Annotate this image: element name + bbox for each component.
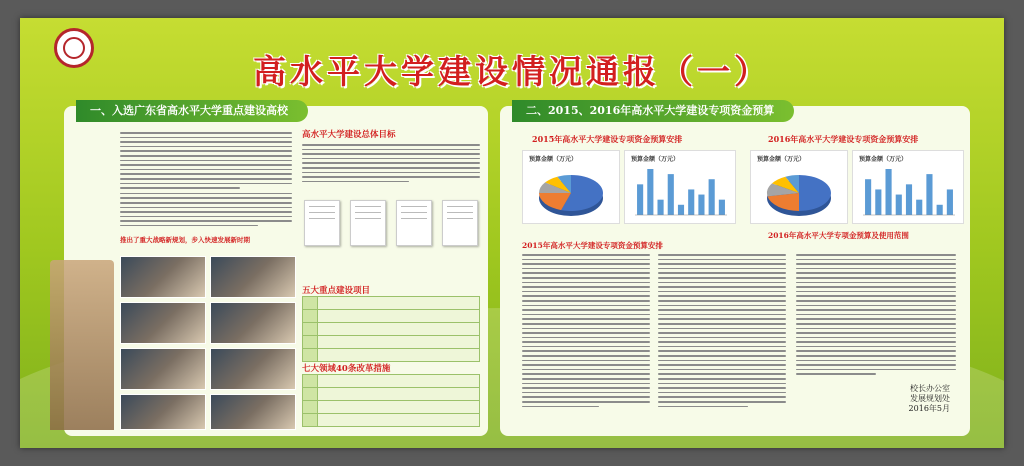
meeting-photo	[120, 256, 206, 298]
bar	[937, 205, 943, 215]
document-thumb	[442, 200, 478, 246]
text2015-heading: 2015年高水平大学建设专项资金预算安排	[522, 241, 663, 250]
section2-panel	[500, 106, 970, 436]
meeting-photo	[120, 348, 206, 390]
section2-heading: 二、2015、2016年高水平大学建设专项资金预算	[512, 100, 794, 122]
bar	[657, 200, 663, 215]
bar	[637, 184, 643, 215]
pie-label: 预算金额（万元）	[757, 156, 806, 163]
bar-label: 预算金额（万元）	[631, 156, 680, 163]
pie-chart-2016	[750, 150, 848, 224]
signature-date: 2016年5月	[908, 404, 950, 413]
bar	[947, 189, 953, 215]
bar	[709, 179, 715, 215]
meeting-photo	[210, 256, 296, 298]
tower-image	[50, 260, 114, 430]
goal-text	[302, 144, 480, 185]
page-title: 高水平大学建设情况通报（一）	[253, 52, 771, 91]
document-thumb	[396, 200, 432, 246]
bar	[896, 195, 902, 215]
signature-dept: 发展规划处	[910, 394, 950, 403]
signature-office: 校长办公室	[910, 384, 950, 393]
section1-panel	[64, 106, 488, 436]
bar	[668, 174, 674, 215]
projects-heading: 五大重点建设项目	[302, 286, 371, 296]
bar	[875, 189, 881, 215]
document-thumb	[350, 200, 386, 246]
bar-chart-2015	[624, 150, 736, 224]
bar	[906, 184, 912, 215]
bar	[926, 174, 932, 215]
bar	[719, 200, 725, 215]
meeting-photo	[210, 394, 296, 430]
bar	[698, 195, 704, 215]
projects-table	[302, 296, 480, 362]
document-thumb	[304, 200, 340, 246]
meeting-photo	[120, 394, 206, 430]
measures-heading: 七大领域40条改革措施	[302, 364, 391, 374]
text2016-heading: 2016年高水平大学专项金预算及使用范围	[768, 231, 909, 240]
measures-table	[302, 374, 480, 427]
chart2016-title: 2016年高水平大学建设专项资金预算安排	[768, 134, 919, 144]
bar	[647, 169, 653, 215]
meeting-photo	[120, 302, 206, 344]
chart2015-title: 2015年高水平大学建设专项资金预算安排	[532, 134, 683, 144]
signature-block	[909, 384, 950, 414]
meeting-photo	[210, 348, 296, 390]
bar	[885, 169, 891, 215]
bar	[688, 189, 694, 215]
highlight-text: 推出了重大战略新规划，步入快速发展新时期	[120, 236, 250, 244]
bar-chart-2016	[852, 150, 964, 224]
bar	[865, 179, 871, 215]
budget-text-2016	[796, 254, 956, 378]
meeting-photo	[210, 302, 296, 344]
bar	[916, 200, 922, 215]
budget-text-2015b	[658, 254, 786, 410]
pie-label: 预算金额（万元）	[529, 156, 578, 163]
intro-text	[120, 132, 292, 229]
pie-chart-2015	[522, 150, 620, 224]
bulletin-board	[20, 18, 1004, 448]
section1-heading: 一、入选广东省高水平大学重点建设高校	[76, 100, 308, 122]
goal-heading: 高水平大学建设总体目标	[302, 130, 396, 140]
bar-label: 预算金额（万元）	[859, 156, 908, 163]
bar	[678, 205, 684, 215]
budget-text-2015a	[522, 254, 650, 410]
